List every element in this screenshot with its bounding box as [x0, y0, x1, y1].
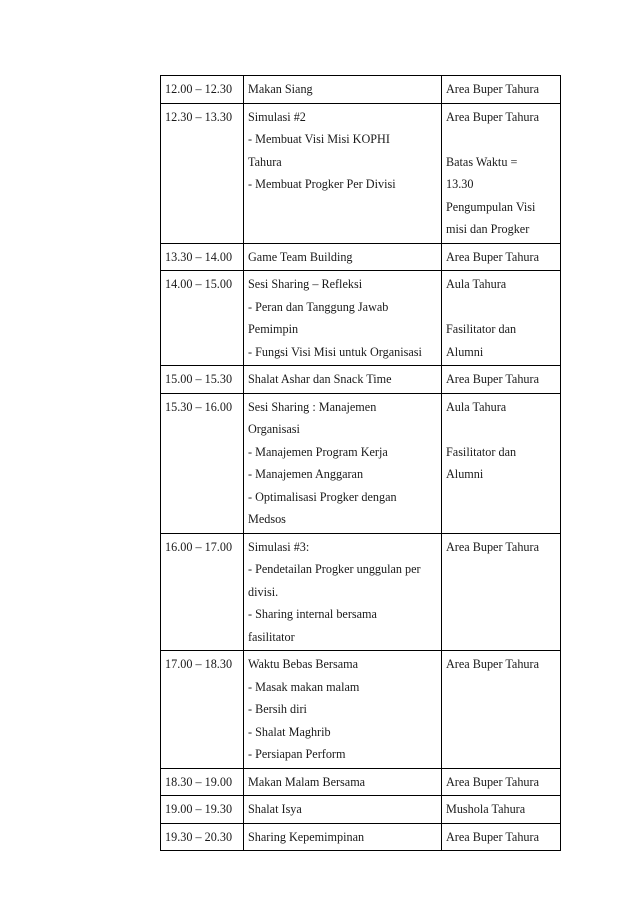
place-line: Area Buper Tahura	[446, 774, 539, 789]
time-cell: 18.30 – 19.00	[161, 768, 244, 796]
activity-line: Sesi Sharing : Manajemen	[248, 399, 377, 414]
time-cell: 12.30 – 13.30	[161, 103, 244, 243]
activity-line: Sharing Kepemimpinan	[248, 829, 365, 844]
activity-line: Pemimpin	[248, 322, 299, 336]
place-line: Fasilitator dan	[446, 444, 517, 459]
place-cell	[442, 533, 561, 651]
place-cell	[442, 271, 561, 366]
table-row	[161, 243, 561, 271]
schedule-body	[161, 76, 561, 851]
time-cell: 15.00 – 15.30	[161, 366, 244, 394]
activity-line: Sesi Sharing – Refleksi	[248, 277, 363, 291]
activity-cell	[244, 393, 442, 533]
table-row	[161, 271, 561, 366]
activity-cell	[244, 796, 442, 824]
time-cell: 19.30 – 20.30	[161, 823, 244, 851]
activity-line: - Masak makan malam	[248, 679, 360, 694]
place-line: Pengumpulan Visi	[446, 199, 536, 214]
activity-line: Game Team Building	[248, 249, 353, 264]
place-line: 13.30	[446, 177, 474, 191]
activity-line: Waktu Bebas Bersama	[248, 657, 359, 671]
activity-cell	[244, 651, 442, 769]
place-line: Alumni	[446, 467, 484, 481]
time-cell: 15.30 – 16.00	[161, 393, 244, 533]
place-cell	[442, 768, 561, 796]
place-line: Fasilitator dan	[446, 322, 517, 336]
place-line: Alumni	[446, 344, 484, 359]
place-line: Aula Tahura	[446, 399, 507, 414]
activity-line: Organisasi	[248, 422, 300, 436]
table-row	[161, 823, 561, 851]
table-row	[161, 533, 561, 651]
activity-line: Tahura	[248, 154, 282, 169]
table-row	[161, 768, 561, 796]
place-line: Area Buper Tahura	[446, 109, 539, 124]
place-cell	[442, 651, 561, 769]
place-line: Area Buper Tahura	[446, 372, 539, 386]
activity-line: divisi.	[248, 584, 279, 599]
activity-line: - Membuat Progker Per Divisi	[248, 177, 396, 191]
activity-cell	[244, 76, 442, 104]
table-row	[161, 796, 561, 824]
activity-cell	[244, 103, 442, 243]
table-row	[161, 366, 561, 394]
place-line: Area Buper Tahura	[446, 539, 539, 554]
place-line: misi dan Progker	[446, 222, 530, 236]
place-line: Area Buper Tahura	[446, 657, 539, 671]
activity-line: - Membuat Visi Misi KOPHI	[248, 132, 390, 146]
place-line: Batas Waktu =	[446, 154, 518, 169]
place-line: Area Buper Tahura	[446, 82, 539, 96]
place-cell	[442, 243, 561, 271]
table-row	[161, 76, 561, 104]
table-row	[161, 651, 561, 769]
time-cell: 16.00 – 17.00	[161, 533, 244, 651]
place-line: Aula Tahura	[446, 277, 507, 291]
place-cell	[442, 796, 561, 824]
activity-line: - Fungsi Visi Misi untuk Organisasi	[248, 344, 422, 359]
time-cell: 13.30 – 14.00	[161, 243, 244, 271]
activity-line: Makan Siang	[248, 82, 313, 96]
activity-line: Medsos	[248, 512, 286, 526]
activity-line: - Peran dan Tanggung Jawab	[248, 299, 389, 314]
activity-cell	[244, 768, 442, 796]
activity-cell	[244, 366, 442, 394]
activity-line: - Pendetailan Progker unggulan per	[248, 562, 421, 576]
activity-line: Makan Malam Bersama	[248, 774, 366, 789]
activity-line: Shalat Ashar dan Snack Time	[248, 372, 392, 386]
activity-line: Shalat Isya	[248, 802, 302, 816]
place-line: Area Buper Tahura	[446, 829, 539, 844]
activity-cell	[244, 823, 442, 851]
place-line	[446, 128, 556, 151]
activity-line: - Sharing internal bersama	[248, 607, 377, 621]
place-line: Area Buper Tahura	[446, 249, 539, 264]
place-cell	[442, 393, 561, 533]
activity-line: fasilitator	[248, 629, 295, 644]
place-cell	[442, 823, 561, 851]
schedule-table	[160, 75, 561, 851]
time-cell: 12.00 – 12.30	[161, 76, 244, 104]
time-cell: 14.00 – 15.00	[161, 271, 244, 366]
time-cell: 17.00 – 18.30	[161, 651, 244, 769]
table-row	[161, 103, 561, 243]
place-cell	[442, 76, 561, 104]
activity-line: - Manajemen Program Kerja	[248, 444, 388, 459]
place-cell	[442, 103, 561, 243]
place-line	[446, 296, 556, 319]
activity-line: - Bersih diri	[248, 702, 307, 716]
activity-line: - Shalat Maghrib	[248, 724, 331, 739]
activity-line: - Persiapan Perform	[248, 747, 346, 761]
place-line	[446, 418, 556, 441]
place-line: Mushola Tahura	[446, 802, 526, 816]
table-row	[161, 393, 561, 533]
activity-cell	[244, 243, 442, 271]
place-cell	[442, 366, 561, 394]
activity-cell	[244, 271, 442, 366]
activity-line: - Optimalisasi Progker dengan	[248, 489, 397, 504]
activity-line: - Manajemen Anggaran	[248, 467, 364, 481]
activity-line: Simulasi #2	[248, 109, 306, 124]
time-cell: 19.00 – 19.30	[161, 796, 244, 824]
activity-line: Simulasi #3:	[248, 539, 310, 554]
activity-cell	[244, 533, 442, 651]
